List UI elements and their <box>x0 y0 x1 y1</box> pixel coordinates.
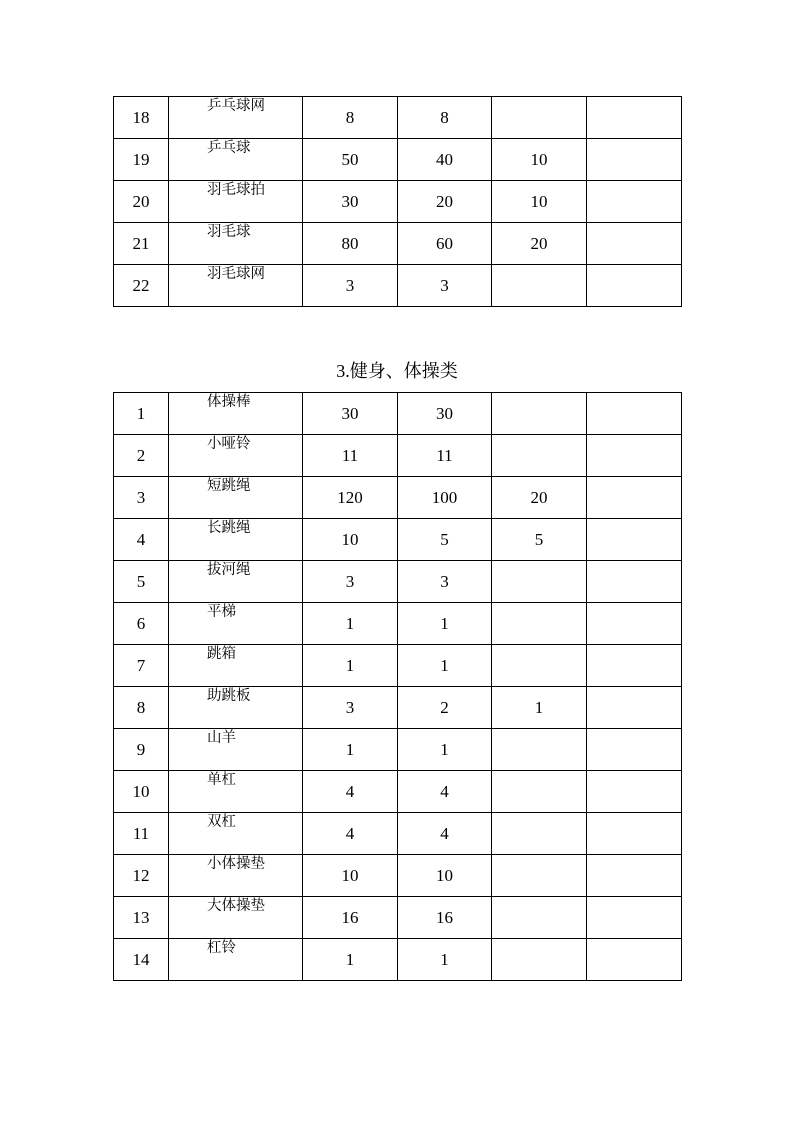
qty-cell: 100 <box>398 477 492 519</box>
table-row <box>114 519 682 561</box>
remark-cell <box>587 687 682 729</box>
index-cell: 7 <box>114 645 169 687</box>
index-cell: 3 <box>114 477 169 519</box>
qty-cell: 50 <box>303 139 398 181</box>
qty-cell: 120 <box>303 477 398 519</box>
qty-cell <box>492 939 587 981</box>
qty-cell: 8 <box>303 97 398 139</box>
qty-cell: 1 <box>398 603 492 645</box>
qty-cell: 10 <box>492 181 587 223</box>
index-cell: 11 <box>114 813 169 855</box>
remark-cell <box>587 181 682 223</box>
remark-cell <box>587 771 682 813</box>
qty-cell <box>492 265 587 307</box>
qty-cell: 1 <box>398 939 492 981</box>
qty-cell <box>492 729 587 771</box>
table-row <box>114 477 682 519</box>
remark-cell <box>587 855 682 897</box>
index-cell: 10 <box>114 771 169 813</box>
item-name-cell: 羽毛球网 <box>169 265 303 307</box>
qty-cell: 4 <box>398 813 492 855</box>
qty-cell <box>492 435 587 477</box>
qty-cell: 10 <box>303 855 398 897</box>
item-name-cell: 小哑铃 <box>169 435 303 477</box>
item-name-cell: 平梯 <box>169 603 303 645</box>
remark-cell <box>587 477 682 519</box>
qty-cell: 3 <box>303 265 398 307</box>
qty-cell: 16 <box>303 897 398 939</box>
qty-cell: 1 <box>303 645 398 687</box>
item-name-cell: 助跳板 <box>169 687 303 729</box>
qty-cell: 3 <box>398 265 492 307</box>
qty-cell <box>492 855 587 897</box>
table-row <box>114 897 682 939</box>
table-row <box>114 939 682 981</box>
qty-cell: 3 <box>303 561 398 603</box>
equipment-table-ball-sports <box>113 96 682 307</box>
table-row <box>114 265 682 307</box>
table-row <box>114 223 682 265</box>
index-cell: 20 <box>114 181 169 223</box>
qty-cell <box>492 603 587 645</box>
item-name-cell: 体操棒 <box>169 393 303 435</box>
remark-cell <box>587 645 682 687</box>
qty-cell: 11 <box>398 435 492 477</box>
item-name-cell: 长跳绳 <box>169 519 303 561</box>
qty-cell: 10 <box>398 855 492 897</box>
table-row <box>114 771 682 813</box>
remark-cell <box>587 265 682 307</box>
qty-cell <box>492 645 587 687</box>
qty-cell: 5 <box>398 519 492 561</box>
qty-cell: 80 <box>303 223 398 265</box>
item-name-cell: 短跳绳 <box>169 477 303 519</box>
table-body <box>114 393 682 981</box>
qty-cell: 1 <box>398 645 492 687</box>
qty-cell: 1 <box>303 729 398 771</box>
index-cell: 18 <box>114 97 169 139</box>
table-body <box>114 97 682 307</box>
qty-cell: 3 <box>398 561 492 603</box>
table-row <box>114 97 682 139</box>
qty-cell: 3 <box>303 687 398 729</box>
qty-cell: 40 <box>398 139 492 181</box>
index-cell: 9 <box>114 729 169 771</box>
section-title: 3.健身、体操类 <box>336 361 458 381</box>
table-row <box>114 435 682 477</box>
item-name-cell: 单杠 <box>169 771 303 813</box>
remark-cell <box>587 561 682 603</box>
item-name-cell: 双杠 <box>169 813 303 855</box>
index-cell: 1 <box>114 393 169 435</box>
qty-cell <box>492 97 587 139</box>
qty-cell: 4 <box>303 771 398 813</box>
qty-cell: 10 <box>492 139 587 181</box>
qty-cell: 1 <box>398 729 492 771</box>
table-row <box>114 139 682 181</box>
qty-cell: 8 <box>398 97 492 139</box>
item-name-cell: 拔河绳 <box>169 561 303 603</box>
qty-cell: 10 <box>303 519 398 561</box>
item-name-cell: 杠铃 <box>169 939 303 981</box>
remark-cell <box>587 729 682 771</box>
table-row <box>114 561 682 603</box>
table-row <box>114 729 682 771</box>
index-cell: 8 <box>114 687 169 729</box>
table-row <box>114 645 682 687</box>
qty-cell: 20 <box>398 181 492 223</box>
item-name-cell: 大体操垫 <box>169 897 303 939</box>
remark-cell <box>587 393 682 435</box>
index-cell: 4 <box>114 519 169 561</box>
qty-cell: 4 <box>303 813 398 855</box>
qty-cell: 1 <box>303 939 398 981</box>
remark-cell <box>587 519 682 561</box>
qty-cell <box>492 897 587 939</box>
item-name-cell: 跳箱 <box>169 645 303 687</box>
remark-cell <box>587 97 682 139</box>
remark-cell <box>587 603 682 645</box>
qty-cell: 20 <box>492 223 587 265</box>
qty-cell: 1 <box>492 687 587 729</box>
qty-cell <box>492 393 587 435</box>
remark-cell <box>587 139 682 181</box>
qty-cell: 20 <box>492 477 587 519</box>
index-cell: 5 <box>114 561 169 603</box>
index-cell: 13 <box>114 897 169 939</box>
item-name-cell: 小体操垫 <box>169 855 303 897</box>
index-cell: 6 <box>114 603 169 645</box>
index-cell: 22 <box>114 265 169 307</box>
remark-cell <box>587 897 682 939</box>
qty-cell <box>492 771 587 813</box>
qty-cell: 5 <box>492 519 587 561</box>
qty-cell: 1 <box>303 603 398 645</box>
qty-cell: 30 <box>303 181 398 223</box>
table-row <box>114 855 682 897</box>
remark-cell <box>587 435 682 477</box>
table-row <box>114 813 682 855</box>
remark-cell <box>587 813 682 855</box>
qty-cell <box>492 813 587 855</box>
index-cell: 14 <box>114 939 169 981</box>
remark-cell <box>587 223 682 265</box>
qty-cell: 11 <box>303 435 398 477</box>
index-cell: 19 <box>114 139 169 181</box>
table-row <box>114 181 682 223</box>
qty-cell: 2 <box>398 687 492 729</box>
qty-cell: 4 <box>398 771 492 813</box>
item-name-cell: 乒乓球 <box>169 139 303 181</box>
table-row <box>114 687 682 729</box>
remark-cell <box>587 939 682 981</box>
item-name-cell: 羽毛球拍 <box>169 181 303 223</box>
equipment-table-fitness-gymnastics <box>113 392 682 981</box>
qty-cell: 30 <box>303 393 398 435</box>
index-cell: 12 <box>114 855 169 897</box>
item-name-cell: 羽毛球 <box>169 223 303 265</box>
item-name-cell: 乒乓球网 <box>169 97 303 139</box>
item-name-cell: 山羊 <box>169 729 303 771</box>
qty-cell: 30 <box>398 393 492 435</box>
index-cell: 2 <box>114 435 169 477</box>
index-cell: 21 <box>114 223 169 265</box>
qty-cell <box>492 561 587 603</box>
qty-cell: 60 <box>398 223 492 265</box>
table-row <box>114 393 682 435</box>
qty-cell: 16 <box>398 897 492 939</box>
table-row <box>114 603 682 645</box>
